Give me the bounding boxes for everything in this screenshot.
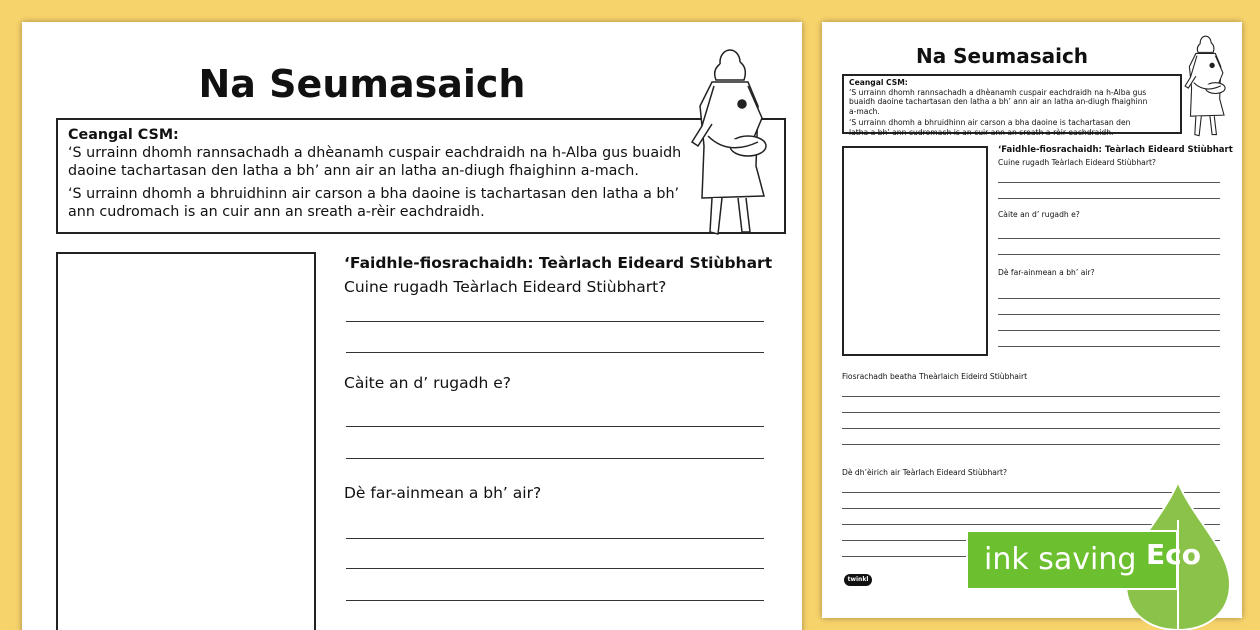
answer-line[interactable] <box>346 538 764 539</box>
csm-heading: Ceangal CSM: <box>849 78 908 87</box>
answer-line[interactable] <box>346 458 764 459</box>
factfile-title: ‘Faidhle-fiosrachaidh: Teàrlach Eideard Stiùbhart <box>344 254 773 272</box>
answer-line[interactable] <box>998 198 1220 199</box>
eco-label: Eco <box>1146 538 1201 571</box>
csm-outcome-2: ‘S urrainn dhomh a bhruidhinn air carson a bha daoine is tachartasan den latha a bh’ ann cudromach is an cuir ann an sreath a-rèir eachdraidh. <box>849 118 1131 137</box>
jacobite-figure-icon <box>1174 34 1234 140</box>
answer-line[interactable] <box>346 568 764 569</box>
answer-line[interactable] <box>998 330 1220 331</box>
jacobite-figure-icon <box>672 46 782 242</box>
answer-line[interactable] <box>998 238 1220 239</box>
csm-outcome-1: ‘S urrainn dhomh rannsachadh a dhèanamh cuspair eachdraidh na h-Alba gus buaidh daoine tachartasan den latha a bh’ ann air an latha an-diugh fhaighinn a-mach. <box>849 87 1148 116</box>
question-nicknames: Dè far-ainmean a bh’ air? <box>344 484 542 502</box>
answer-line[interactable] <box>998 314 1220 315</box>
aftermath-question: Dè dh’èirich air Teàrlach Eideard Stiùbhart? <box>842 468 1008 477</box>
factfile-title: ‘Faidhle-fiosrachaidh: Teàrlach Eideard Stiùbhart <box>998 145 1233 155</box>
twinkl-logo: twinkl <box>844 574 872 586</box>
question-birth-date: Cuine rugadh Teàrlach Eideard Stiùbhart? <box>998 158 1156 167</box>
portrait-box <box>56 252 316 630</box>
answer-line[interactable] <box>346 321 764 322</box>
answer-line[interactable] <box>998 254 1220 255</box>
answer-line[interactable] <box>842 444 1220 445</box>
answer-line[interactable] <box>998 346 1220 347</box>
ink-saving-eco-badge <box>966 480 1260 630</box>
question-nicknames: Dè far-ainmean a bh’ air? <box>998 268 1095 277</box>
csm-outcome-2: ‘S urrainn dhomh a bhruidhinn air carson a bha daoine is tachartasan den latha a bh’ ann cudromach is an cuir ann an sreath a-rèir eachdraidh. <box>68 186 680 220</box>
answer-line[interactable] <box>346 426 764 427</box>
answer-line[interactable] <box>346 600 764 601</box>
answer-line[interactable] <box>346 352 764 353</box>
answer-line[interactable] <box>842 412 1220 413</box>
biography-label: Fiosrachadh beatha Theàrlaich Eideird Stiùbhairt <box>842 372 1028 381</box>
csm-outcome-1: ‘S urrainn dhomh rannsachadh a dhèanamh cuspair eachdraidh na h-Alba gus buaidh daoine tachartasan den latha a bh’ ann air an latha an-diugh fhaighinn a-mach. <box>68 145 682 179</box>
worksheet-title: Na Seumasaich <box>198 62 526 106</box>
answer-line[interactable] <box>842 396 1220 397</box>
question-birthplace: Càite an d’ rugadh e? <box>344 374 511 392</box>
ink-saving-label: ink saving <box>966 530 1178 590</box>
portrait-box <box>842 146 988 356</box>
csm-heading: Ceangal CSM: <box>68 127 179 143</box>
csm-link-box <box>842 74 1182 137</box>
answer-line[interactable] <box>842 428 1220 429</box>
question-birthplace: Càite an d’ rugadh e? <box>998 210 1080 219</box>
answer-line[interactable] <box>998 298 1220 299</box>
worksheet-title: Na Seumasaich <box>915 44 1089 68</box>
question-birth-date: Cuine rugadh Teàrlach Eideard Stiùbhart? <box>344 278 667 296</box>
worksheet-page-large <box>22 22 802 630</box>
answer-line[interactable] <box>998 182 1220 183</box>
